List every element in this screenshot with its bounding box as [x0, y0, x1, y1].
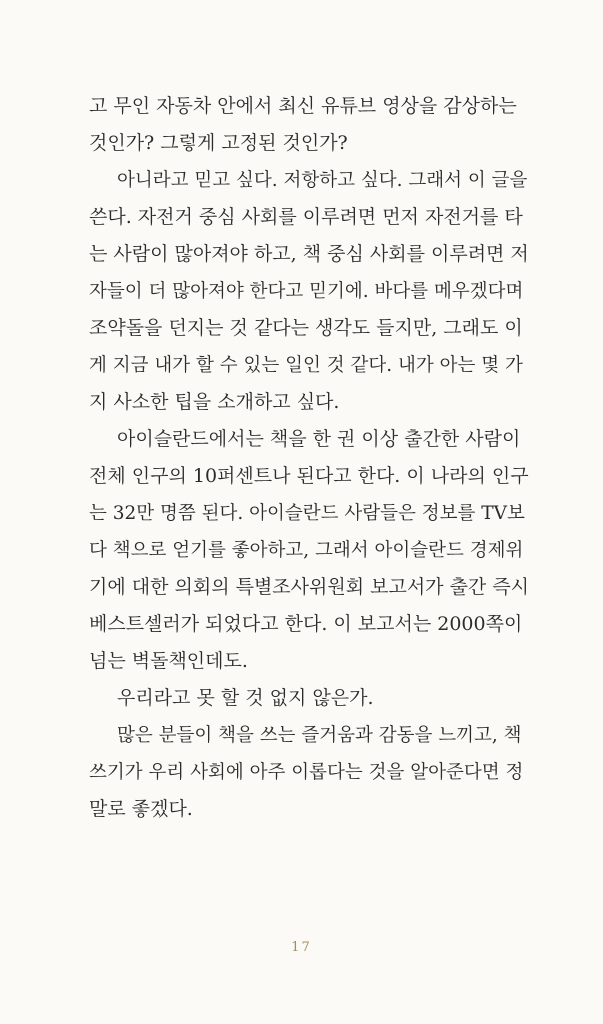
text-line: 지 사소한 팁을 소개하고 싶다.	[89, 391, 340, 413]
text-line: 기에 대한 의회의 특별조사위원회 보고서가 출간 즉시	[89, 576, 530, 598]
paragraph-first-line: 우리라고 못 할 것 없지 않은가.	[117, 687, 374, 709]
text-line: 는 32만 명쯤 된다. 아이슬란드 사람들은 정보를 TV보	[89, 503, 525, 524]
paragraph-first-line: 아니라고 믿고 싶다. 저항하고 싶다. 그래서 이 글을	[117, 170, 528, 191]
text-line: 자들이 더 많아져야 한다고 믿기에. 바다를 메우겠다며	[89, 281, 524, 302]
text-line: 조약돌을 던지는 것 같다는 생각도 들지만, 그래도 이	[89, 317, 523, 339]
paragraph-first-line: 많은 분들이 책을 쓰는 즐거움과 감동을 느끼고, 책	[117, 725, 522, 746]
text-line: 고 무인 자동차 안에서 최신 유튜브 영상을 감상하는	[89, 95, 517, 117]
text-line: 전체 인구의 10퍼센트나 된다고 한다. 이 나라의 인구	[89, 465, 529, 487]
text-line: 베스트셀러가 되었다고 한다. 이 보고서는 2000쪽이	[89, 613, 523, 635]
text-line: 말로 좋겠다.	[89, 798, 193, 820]
text-line: 게 지금 내가 할 수 있는 일인 것 같다. 내가 아는 몇 가	[89, 355, 523, 376]
paragraph-first-line: 아이슬란드에서는 책을 한 권 이상 출간한 사람이	[117, 428, 521, 450]
text-line: 는 사람이 많아져야 하고, 책 중심 사회를 이루려면 저	[89, 243, 529, 265]
body-text	[89, 88, 529, 828]
text-line: 쓴다. 자전거 중심 사회를 이루려면 먼저 자전거를 타	[89, 206, 523, 228]
text-line: 넘는 벽돌책인데도.	[89, 650, 248, 672]
page-number: 17	[291, 940, 312, 955]
text-line: 것인가? 그렇게 고정된 것인가?	[89, 132, 348, 154]
text-line: 쓰기가 우리 사회에 아주 이롭다는 것을 알아준다면 정	[89, 762, 524, 783]
text-line: 다 책으로 얻기를 좋아하고, 그래서 아이슬란드 경제위	[89, 540, 524, 561]
